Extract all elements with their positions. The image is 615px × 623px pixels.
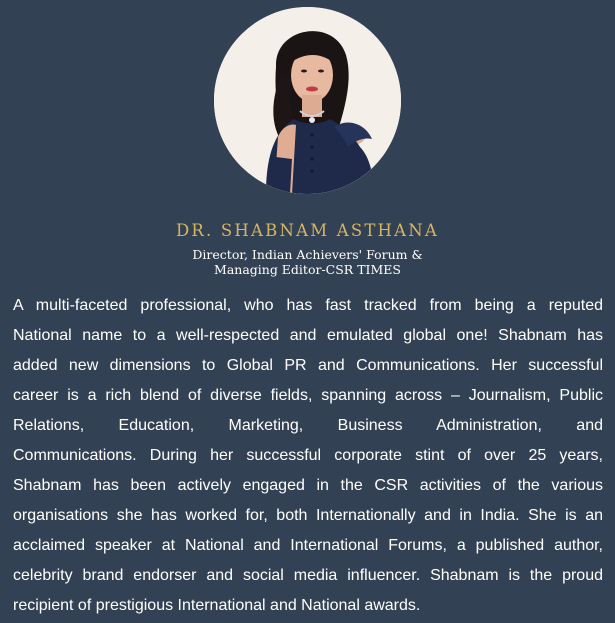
bio-line: Relations, Education, Marketing, Business Administration, and [13,417,603,434]
bio-line: celebrity brand endorser and social media influencer. Shabnam is the proud [13,567,603,584]
bio-line: National name to a well-respected and emulated global one! Shabnam has [13,327,603,344]
bio-line: organisations she has worked for, both Internationally and in India. She is an [13,507,603,524]
bio-line: Communications. During her successful corporate stint of over 25 years, [13,447,603,464]
profile-photo [214,7,401,194]
role-line-1: Director, Indian Achievers' Forum & [192,247,423,262]
role-line-2: Managing Editor-CSR TIMES [214,262,401,277]
bio-line: A multi-faceted professional, who has fast tracked from being a reputed [13,297,603,314]
profile-role [0,247,615,277]
bio-line: career is a rich blend of diverse fields, spanning across – Journalism, Public [13,387,603,404]
bio-line: recipient of prestigious International and National awards. [13,597,421,614]
bio-line: acclaimed speaker at National and International Forums, a published author, [13,537,603,554]
biography-paragraph [13,291,603,621]
bio-line: Shabnam has been actively engaged in the CSR activities of the various [13,477,603,494]
profile-name: DR. SHABNAM ASTHANA [175,221,440,240]
bio-line: added new dimensions to Global PR and Communications. Her successful [13,357,603,374]
portrait-illustration [214,7,401,194]
